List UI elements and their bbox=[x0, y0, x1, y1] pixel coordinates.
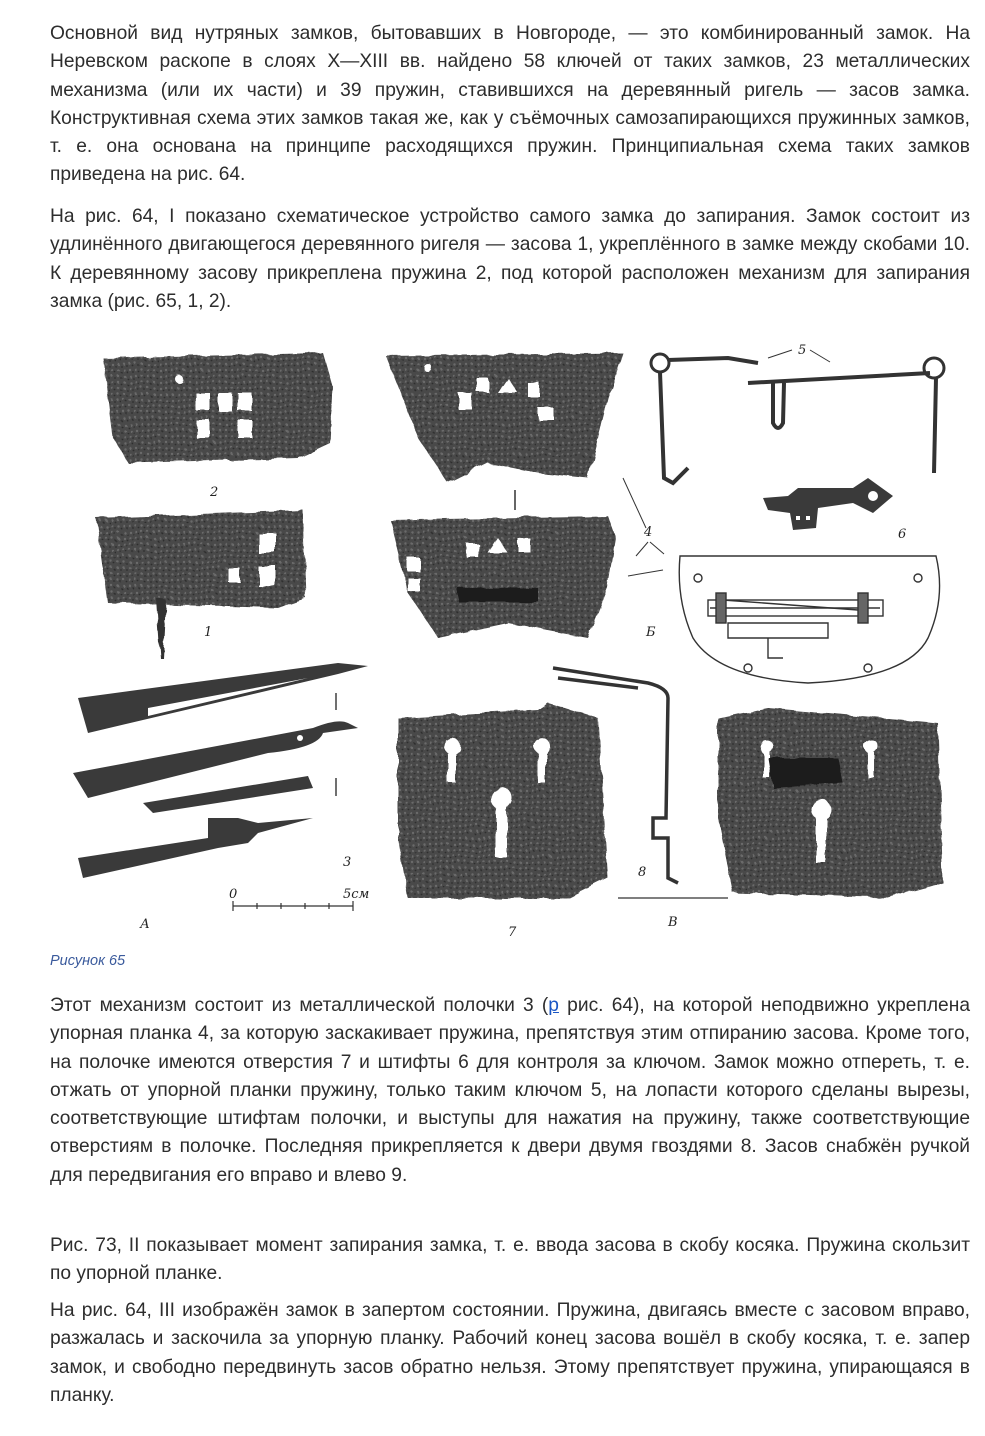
label-v: В bbox=[668, 915, 678, 930]
label-2: 2 bbox=[210, 485, 219, 500]
figure-lock-parts bbox=[68, 338, 948, 948]
figure-caption: Рисунок 65 bbox=[50, 953, 126, 969]
artifact-1-plate bbox=[96, 510, 306, 658]
artifact-b-plate bbox=[390, 516, 616, 638]
artifact-v-lockbox bbox=[718, 708, 943, 898]
artifact-center-top-plate bbox=[386, 353, 623, 483]
lock-schematic bbox=[679, 556, 939, 683]
artifact-5-springs bbox=[651, 354, 944, 483]
artifact-a-springs bbox=[73, 663, 368, 878]
label-1: 1 bbox=[204, 625, 213, 640]
paragraph-mechanism-rest: рис. 64), на которой неподвижно укреплена упорная планка 4, за которую заскакивает пружина, препятствуя этим отпиранию засова. Кроме того, на полочке имеются отверстия 7 и штифты 6 для контроля за ключом. Замок можно отпереть, т. е. отжать от упорной планки пружину, только таким ключом 5, на лопасти которого сделаны вырезы, соответствующие штифтам полочки, и выступы для нажатия на пружину, также соответствующие отверстиям в полочке. Последняя прикрепляется к двери двумя гвоздями 8. Засов снабжён ручкой для передвигания его вправо и влево 9. bbox=[50, 995, 970, 1186]
label-5: 5 bbox=[798, 343, 807, 358]
artifact-2-plate bbox=[103, 353, 333, 463]
figure-reference-link[interactable]: р bbox=[548, 995, 559, 1016]
paragraph-intro: Основной вид нутряных замков, бытовавших в Новгороде, — это комбинированный замок. На Неревском раскопе в слоях X—XIII вв. найдено 58 ключей от таких замков, 23 металлических механизма (или их части) и 39 пружин, ставившихся на деревянный ригель — засов замка. Конструктивная схема этих замков такая же, как у съёмочных самозапирающихся пружинных замков, т. е. она основана на принципе расходящихся пружин. Принципиальная схема таких замков приведена на рис. 64. bbox=[50, 23, 970, 186]
label-a: А bbox=[140, 917, 150, 932]
paragraph-locking-moment: Рис. 73, II показывает момент запирания замка, т. е. ввода засова в скобу косяка. Пружина скользит по упорной планке. bbox=[50, 1235, 970, 1285]
paragraph-mechanism bbox=[50, 992, 970, 1190]
label-b: Б bbox=[646, 625, 656, 640]
paragraph-locked-state: На рис. 64, III изображён замок в запертом состоянии. Пружина, двигаясь вместе с засовом вправо, разжалась и заскочила за упорную планку. Рабочий конец засова вошёл в скобу косяка, т. е. запер замок, и свободно передвинуть засов обратно нельзя. Этому препятствует пружина, упирающаяся в планку. bbox=[50, 1300, 970, 1406]
label-6: 6 bbox=[898, 527, 907, 542]
paragraph-scheme: На рис. 64, I показано схематическое устройство самого замка до запирания. Замок состоит из удлинённого двигающегося деревянного ригеля — засова 1, укреплённого в замке между скобами 10. К деревянному засову прикреплена пружина 2, под которой расположен механизм для запирания замка (рис. 65, 1, 2). bbox=[50, 206, 970, 312]
artifact-7-lockbox bbox=[398, 703, 608, 898]
label-7: 7 bbox=[508, 925, 517, 940]
artifact-6-key bbox=[763, 478, 893, 530]
label-3: 3 bbox=[343, 855, 352, 870]
label-8: 8 bbox=[638, 865, 647, 880]
paragraph-mechanism-start: Этот механизм состоит из металлической полочки 3 ( bbox=[50, 995, 549, 1016]
label-4: 4 bbox=[644, 525, 653, 540]
scale-bar bbox=[233, 901, 353, 911]
scale-five-label: 5см bbox=[343, 887, 370, 902]
scale-zero-label: 0 bbox=[229, 887, 238, 902]
figure-drawing bbox=[68, 338, 948, 948]
